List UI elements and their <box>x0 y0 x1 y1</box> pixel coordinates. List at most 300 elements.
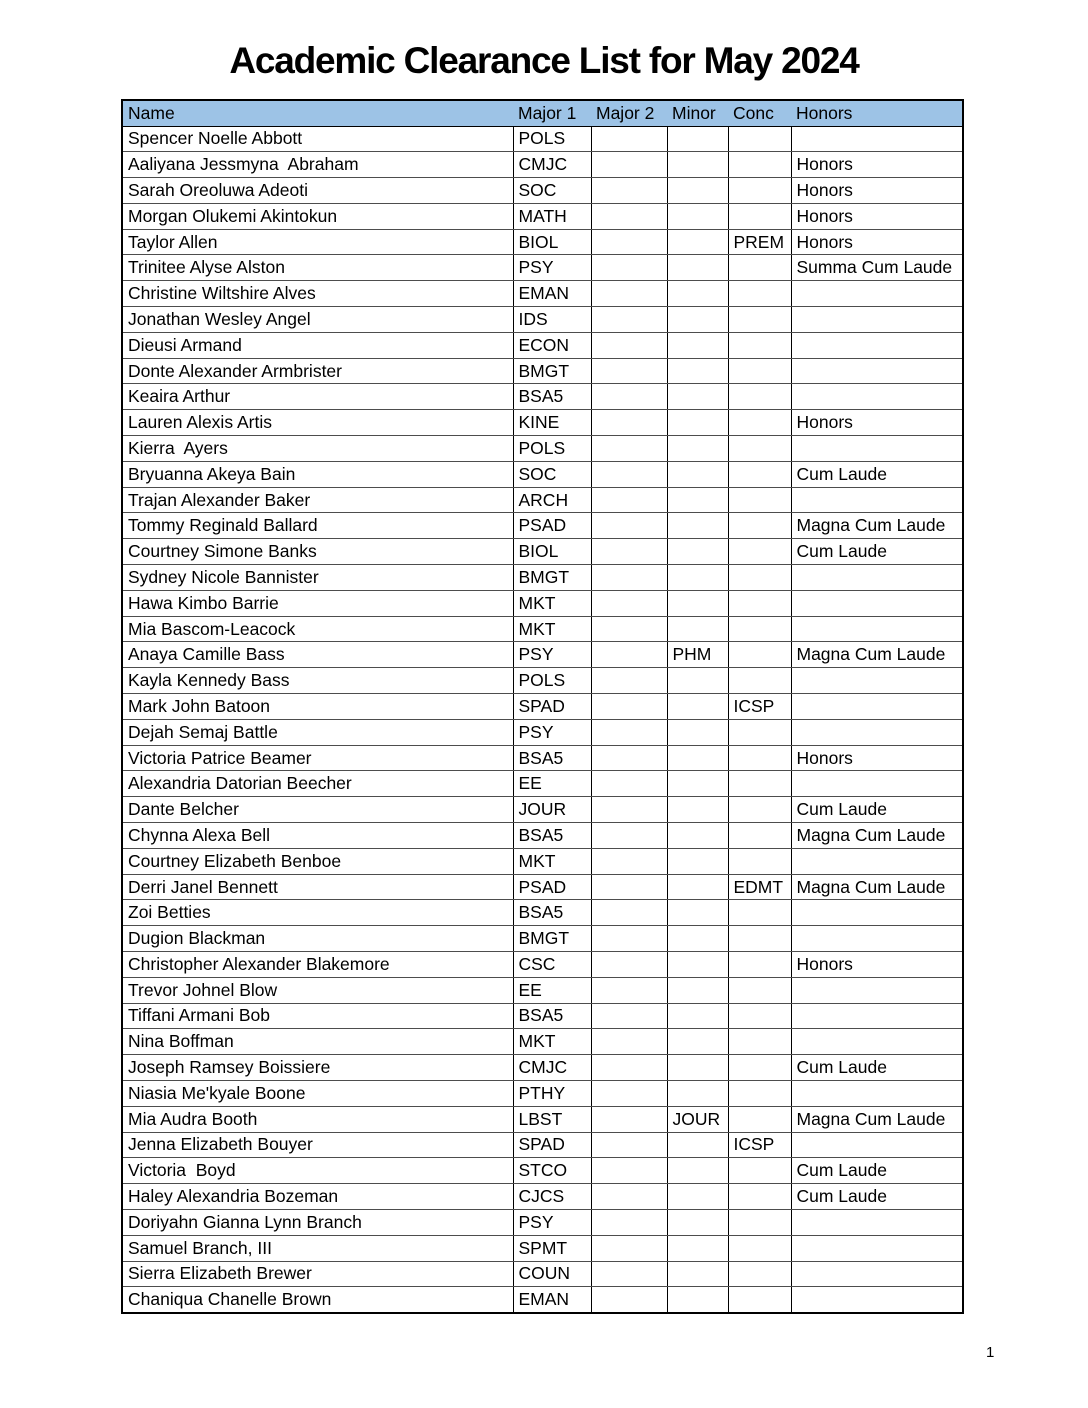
cell-honors <box>791 977 963 1003</box>
table-row <box>122 513 963 539</box>
cell-minor <box>667 668 728 694</box>
cell-name: Alexandria Datorian Beecher <box>122 771 513 797</box>
cell-major2 <box>591 874 667 900</box>
cell-major2 <box>591 358 667 384</box>
cell-conc <box>728 436 791 462</box>
cell-major1: EMAN <box>513 1287 591 1313</box>
cell-major2 <box>591 461 667 487</box>
table-row <box>122 823 963 849</box>
table-row <box>122 255 963 281</box>
cell-conc <box>728 797 791 823</box>
cell-major1: CSC <box>513 952 591 978</box>
cell-honors: Honors <box>791 178 963 204</box>
cell-major1: MKT <box>513 848 591 874</box>
cell-name: Joseph Ramsey Boissiere <box>122 1055 513 1081</box>
cell-major2 <box>591 436 667 462</box>
cell-honors <box>791 719 963 745</box>
table-row <box>122 848 963 874</box>
cell-name: Samuel Branch, III <box>122 1235 513 1261</box>
cell-minor <box>667 1029 728 1055</box>
cell-major2 <box>591 1209 667 1235</box>
table-row <box>122 436 963 462</box>
cell-conc <box>728 1080 791 1106</box>
cell-minor <box>667 539 728 565</box>
cell-honors: Magna Cum Laude <box>791 1106 963 1132</box>
column-header-minor: Minor <box>667 100 728 126</box>
cell-minor <box>667 203 728 229</box>
cell-major2 <box>591 1080 667 1106</box>
cell-minor <box>667 410 728 436</box>
cell-minor <box>667 358 728 384</box>
cell-conc: ICSP <box>728 1132 791 1158</box>
page-number: 1 <box>986 1344 995 1361</box>
cell-conc <box>728 1184 791 1210</box>
cell-honors <box>791 358 963 384</box>
cell-major1: BSA5 <box>513 745 591 771</box>
cell-honors: Honors <box>791 410 963 436</box>
cell-conc <box>728 823 791 849</box>
cell-conc <box>728 178 791 204</box>
cell-name: Doriyahn Gianna Lynn Branch <box>122 1209 513 1235</box>
cell-honors <box>791 487 963 513</box>
cell-major1: POLS <box>513 436 591 462</box>
cell-major2 <box>591 848 667 874</box>
table-row <box>122 1235 963 1261</box>
cell-minor <box>667 513 728 539</box>
cell-name: Donte Alexander Armbrister <box>122 358 513 384</box>
cell-honors: Summa Cum Laude <box>791 255 963 281</box>
table-row <box>122 1287 963 1313</box>
cell-conc <box>728 1158 791 1184</box>
cell-conc <box>728 745 791 771</box>
cell-major2 <box>591 590 667 616</box>
cell-major1: BMGT <box>513 926 591 952</box>
cell-minor <box>667 771 728 797</box>
cell-honors <box>791 436 963 462</box>
table-row <box>122 642 963 668</box>
cell-name: Keaira Arthur <box>122 384 513 410</box>
table-header <box>122 100 963 126</box>
cell-minor <box>667 1158 728 1184</box>
cell-name: Lauren Alexis Artis <box>122 410 513 436</box>
cell-minor <box>667 1261 728 1287</box>
cell-conc <box>728 384 791 410</box>
cell-name: Christopher Alexander Blakemore <box>122 952 513 978</box>
cell-major1: POLS <box>513 126 591 152</box>
cell-major2 <box>591 332 667 358</box>
cell-minor <box>667 281 728 307</box>
cell-minor: PHM <box>667 642 728 668</box>
table-row <box>122 1132 963 1158</box>
cell-conc <box>728 1003 791 1029</box>
cell-minor <box>667 461 728 487</box>
cell-name: Mark John Batoon <box>122 694 513 720</box>
cell-major2 <box>591 1106 667 1132</box>
table-row <box>122 668 963 694</box>
cell-major1: ARCH <box>513 487 591 513</box>
cell-minor <box>667 926 728 952</box>
cell-conc <box>728 926 791 952</box>
cell-minor <box>667 1184 728 1210</box>
cell-major1: SOC <box>513 461 591 487</box>
cell-conc <box>728 152 791 178</box>
cell-minor <box>667 229 728 255</box>
cell-name: Zoi Betties <box>122 900 513 926</box>
cell-conc <box>728 1055 791 1081</box>
table-row <box>122 461 963 487</box>
table-row <box>122 1055 963 1081</box>
cell-name: Dejah Semaj Battle <box>122 719 513 745</box>
cell-conc <box>728 1287 791 1313</box>
cell-name: Niasia Me'kyale Boone <box>122 1080 513 1106</box>
cell-major2 <box>591 1184 667 1210</box>
cell-honors <box>791 1209 963 1235</box>
cell-conc <box>728 487 791 513</box>
cell-major2 <box>591 668 667 694</box>
table-row <box>122 1003 963 1029</box>
cell-major2 <box>591 926 667 952</box>
cell-honors <box>791 616 963 642</box>
table-row <box>122 590 963 616</box>
table-row <box>122 1158 963 1184</box>
cell-conc <box>728 719 791 745</box>
cell-honors <box>791 694 963 720</box>
cell-name: Mia Audra Booth <box>122 1106 513 1132</box>
cell-conc: PREM <box>728 229 791 255</box>
cell-name: Anaya Camille Bass <box>122 642 513 668</box>
table-row <box>122 332 963 358</box>
cell-major1: CMJC <box>513 1055 591 1081</box>
cell-conc <box>728 332 791 358</box>
cell-honors <box>791 1003 963 1029</box>
table-row <box>122 565 963 591</box>
cell-major2 <box>591 1261 667 1287</box>
cell-name: Trinitee Alyse Alston <box>122 255 513 281</box>
cell-major1: BMGT <box>513 358 591 384</box>
cell-name: Chynna Alexa Bell <box>122 823 513 849</box>
cell-major1: PSY <box>513 255 591 281</box>
cell-minor <box>667 1055 728 1081</box>
cell-major1: EE <box>513 977 591 1003</box>
cell-major1: KINE <box>513 410 591 436</box>
cell-major1: CJCS <box>513 1184 591 1210</box>
column-header-major2: Major 2 <box>591 100 667 126</box>
cell-honors: Honors <box>791 152 963 178</box>
table-row <box>122 358 963 384</box>
cell-major1: BSA5 <box>513 823 591 849</box>
table-row <box>122 1029 963 1055</box>
cell-conc <box>728 590 791 616</box>
cell-major1: PTHY <box>513 1080 591 1106</box>
cell-major1: MKT <box>513 1029 591 1055</box>
cell-major2 <box>591 1235 667 1261</box>
cell-major1: EMAN <box>513 281 591 307</box>
cell-major1: BIOL <box>513 539 591 565</box>
table-row <box>122 281 963 307</box>
cell-name: Chaniqua Chanelle Brown <box>122 1287 513 1313</box>
cell-major1: MATH <box>513 203 591 229</box>
table-row <box>122 126 963 152</box>
cell-minor <box>667 823 728 849</box>
table-row <box>122 874 963 900</box>
cell-major2 <box>591 410 667 436</box>
cell-major1: COUN <box>513 1261 591 1287</box>
cell-conc <box>728 952 791 978</box>
cell-conc <box>728 642 791 668</box>
table-row <box>122 694 963 720</box>
cell-conc <box>728 513 791 539</box>
cell-major1: MKT <box>513 590 591 616</box>
cell-major2 <box>591 487 667 513</box>
cell-major2 <box>591 1132 667 1158</box>
cell-major1: BSA5 <box>513 384 591 410</box>
cell-major2 <box>591 952 667 978</box>
column-header-major1: Major 1 <box>513 100 591 126</box>
table-row <box>122 771 963 797</box>
table-row <box>122 745 963 771</box>
cell-major1: PSAD <box>513 513 591 539</box>
cell-honors <box>791 384 963 410</box>
cell-minor <box>667 487 728 513</box>
cell-minor <box>667 874 728 900</box>
cell-major2 <box>591 229 667 255</box>
cell-minor: JOUR <box>667 1106 728 1132</box>
cell-honors: Cum Laude <box>791 461 963 487</box>
cell-name: Nina Boffman <box>122 1029 513 1055</box>
cell-name: Christine Wiltshire Alves <box>122 281 513 307</box>
cell-major1: SPAD <box>513 694 591 720</box>
cell-major1: EE <box>513 771 591 797</box>
cell-name: Kierra Ayers <box>122 436 513 462</box>
page-title: Academic Clearance List for May 2024 <box>229 40 859 81</box>
cell-honors <box>791 590 963 616</box>
cell-major1: STCO <box>513 1158 591 1184</box>
cell-name: Haley Alexandria Bozeman <box>122 1184 513 1210</box>
cell-name: Sydney Nicole Bannister <box>122 565 513 591</box>
cell-minor <box>667 332 728 358</box>
table-row <box>122 719 963 745</box>
table-row <box>122 616 963 642</box>
cell-name: Courtney Elizabeth Benboe <box>122 848 513 874</box>
table-row <box>122 539 963 565</box>
table-row <box>122 487 963 513</box>
cell-name: Sarah Oreoluwa Adeoti <box>122 178 513 204</box>
cell-minor <box>667 436 728 462</box>
cell-honors: Honors <box>791 745 963 771</box>
cell-honors <box>791 848 963 874</box>
cell-conc <box>728 1235 791 1261</box>
cell-conc <box>728 977 791 1003</box>
cell-conc <box>728 565 791 591</box>
cell-minor <box>667 1080 728 1106</box>
cell-name: Kayla Kennedy Bass <box>122 668 513 694</box>
table-row <box>122 797 963 823</box>
cell-minor <box>667 590 728 616</box>
cell-name: Taylor Allen <box>122 229 513 255</box>
cell-conc <box>728 900 791 926</box>
cell-name: Victoria Patrice Beamer <box>122 745 513 771</box>
table-row <box>122 926 963 952</box>
cell-major1: POLS <box>513 668 591 694</box>
cell-conc <box>728 1261 791 1287</box>
cell-honors <box>791 1029 963 1055</box>
cell-conc <box>728 410 791 436</box>
cell-conc <box>728 255 791 281</box>
cell-conc <box>728 848 791 874</box>
cell-minor <box>667 178 728 204</box>
cell-honors <box>791 926 963 952</box>
cell-minor <box>667 719 728 745</box>
cell-conc <box>728 1209 791 1235</box>
cell-major1: SOC <box>513 178 591 204</box>
cell-major1: BSA5 <box>513 900 591 926</box>
cell-honors: Cum Laude <box>791 1055 963 1081</box>
cell-name: Trajan Alexander Baker <box>122 487 513 513</box>
cell-minor <box>667 126 728 152</box>
cell-major2 <box>591 616 667 642</box>
cell-name: Dieusi Armand <box>122 332 513 358</box>
cell-major1: BIOL <box>513 229 591 255</box>
cell-minor <box>667 255 728 281</box>
table-header-row <box>122 100 963 126</box>
cell-honors <box>791 332 963 358</box>
cell-name: Bryuanna Akeya Bain <box>122 461 513 487</box>
cell-minor <box>667 1235 728 1261</box>
cell-major1: PSAD <box>513 874 591 900</box>
cell-major2 <box>591 745 667 771</box>
cell-major2 <box>591 1287 667 1313</box>
table-row <box>122 977 963 1003</box>
table-row <box>122 178 963 204</box>
cell-major2 <box>591 1055 667 1081</box>
cell-conc <box>728 126 791 152</box>
cell-major2 <box>591 771 667 797</box>
cell-major2 <box>591 513 667 539</box>
cell-major1: BSA5 <box>513 1003 591 1029</box>
cell-honors <box>791 1261 963 1287</box>
cell-minor <box>667 977 728 1003</box>
table-row <box>122 307 963 333</box>
cell-major1: ECON <box>513 332 591 358</box>
table-row <box>122 229 963 255</box>
table-row <box>122 1106 963 1132</box>
cell-major2 <box>591 719 667 745</box>
cell-major1: PSY <box>513 719 591 745</box>
cell-honors <box>791 900 963 926</box>
cell-honors <box>791 126 963 152</box>
cell-conc <box>728 616 791 642</box>
cell-conc <box>728 1106 791 1132</box>
cell-major2 <box>591 977 667 1003</box>
cell-honors <box>791 771 963 797</box>
cell-honors: Magna Cum Laude <box>791 642 963 668</box>
clearance-table <box>121 99 964 1314</box>
column-header-conc: Conc <box>728 100 791 126</box>
cell-honors <box>791 565 963 591</box>
cell-minor <box>667 848 728 874</box>
cell-minor <box>667 694 728 720</box>
cell-minor <box>667 1287 728 1313</box>
cell-honors: Cum Laude <box>791 1158 963 1184</box>
cell-major2 <box>591 1158 667 1184</box>
cell-name: Trevor Johnel Blow <box>122 977 513 1003</box>
table-row <box>122 900 963 926</box>
cell-name: Aaliyana Jessmyna Abraham <box>122 152 513 178</box>
cell-honors: Honors <box>791 229 963 255</box>
column-header-honors: Honors <box>791 100 963 126</box>
cell-name: Spencer Noelle Abbott <box>122 126 513 152</box>
cell-major2 <box>591 694 667 720</box>
table-row <box>122 410 963 436</box>
cell-honors <box>791 307 963 333</box>
cell-minor <box>667 1132 728 1158</box>
cell-major2 <box>591 126 667 152</box>
cell-major1: BMGT <box>513 565 591 591</box>
cell-name: Jenna Elizabeth Bouyer <box>122 1132 513 1158</box>
cell-major1: MKT <box>513 616 591 642</box>
cell-minor <box>667 307 728 333</box>
table-row <box>122 1209 963 1235</box>
cell-major2 <box>591 565 667 591</box>
cell-honors <box>791 1080 963 1106</box>
cell-minor <box>667 616 728 642</box>
cell-major2 <box>591 539 667 565</box>
cell-major2 <box>591 281 667 307</box>
cell-minor <box>667 745 728 771</box>
cell-honors: Honors <box>791 203 963 229</box>
cell-major2 <box>591 797 667 823</box>
cell-major2 <box>591 1029 667 1055</box>
cell-name: Mia Bascom-Leacock <box>122 616 513 642</box>
cell-minor <box>667 1003 728 1029</box>
table-row <box>122 203 963 229</box>
cell-major2 <box>591 152 667 178</box>
cell-honors <box>791 1132 963 1158</box>
cell-major2 <box>591 255 667 281</box>
cell-major2 <box>591 823 667 849</box>
cell-honors <box>791 668 963 694</box>
cell-major1: SPMT <box>513 1235 591 1261</box>
cell-major2 <box>591 642 667 668</box>
cell-major2 <box>591 384 667 410</box>
cell-major2 <box>591 1003 667 1029</box>
cell-conc <box>728 539 791 565</box>
cell-conc <box>728 668 791 694</box>
table-body <box>122 126 963 1313</box>
table-row <box>122 952 963 978</box>
cell-major1: IDS <box>513 307 591 333</box>
cell-conc <box>728 461 791 487</box>
cell-honors: Cum Laude <box>791 797 963 823</box>
table-row <box>122 1261 963 1287</box>
cell-conc <box>728 358 791 384</box>
cell-minor <box>667 900 728 926</box>
cell-conc <box>728 771 791 797</box>
cell-name: Jonathan Wesley Angel <box>122 307 513 333</box>
table-row <box>122 1184 963 1210</box>
cell-honors: Magna Cum Laude <box>791 513 963 539</box>
cell-conc <box>728 203 791 229</box>
cell-minor <box>667 152 728 178</box>
cell-major1: JOUR <box>513 797 591 823</box>
cell-honors <box>791 1235 963 1261</box>
cell-conc <box>728 281 791 307</box>
cell-name: Tiffani Armani Bob <box>122 1003 513 1029</box>
cell-major2 <box>591 203 667 229</box>
cell-name: Tommy Reginald Ballard <box>122 513 513 539</box>
cell-honors: Honors <box>791 952 963 978</box>
cell-minor <box>667 1209 728 1235</box>
